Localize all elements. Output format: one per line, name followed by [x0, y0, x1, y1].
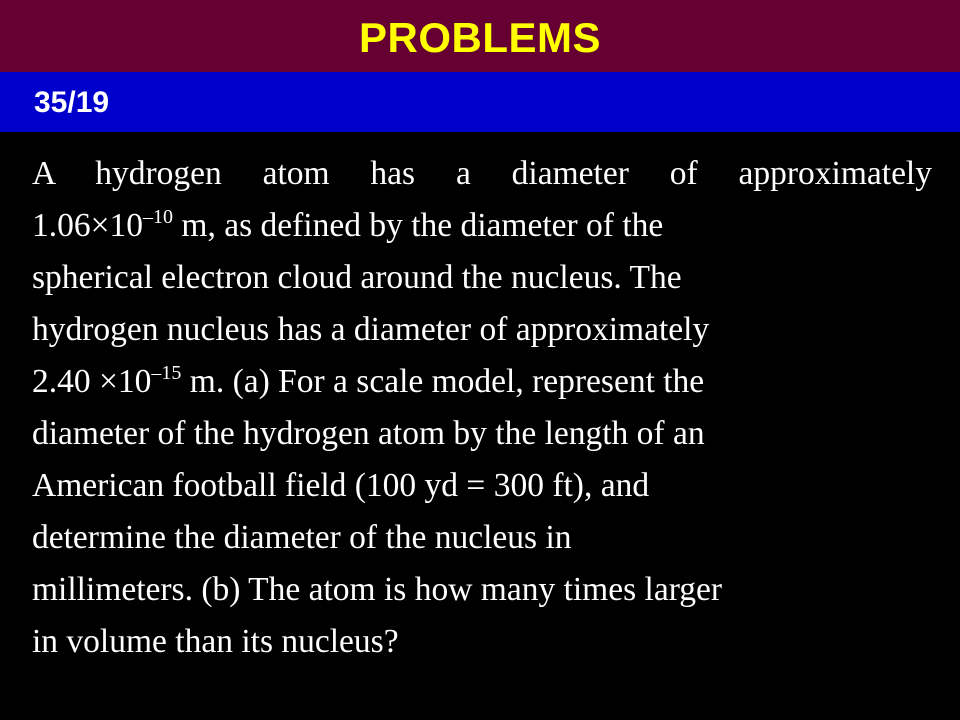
slide-title: PROBLEMS	[358, 14, 601, 61]
problem-line-2-rest: m, as defined by the diameter of the	[173, 207, 664, 244]
problem-line-5	[32, 356, 932, 408]
problem-line-2	[32, 200, 932, 252]
problem-line-5-rest: m. (a) For a scale model, represent the	[181, 363, 705, 400]
problem-line-5-exponent: –15	[151, 362, 182, 384]
problem-number: 35/19	[34, 86, 110, 119]
problem-line-10: in volume than its nucleus?	[32, 623, 399, 660]
problem-line-2-mantissa: 1.06×10	[32, 207, 144, 244]
problem-line-9: millimeters. (b) The atom is how many times larger	[32, 571, 723, 608]
problem-line-8: determine the diameter of the nucleus in	[32, 519, 572, 556]
problem-line-7: American football field (100 yd = 300 ft), and	[32, 467, 650, 504]
problem-line-3: spherical electron cloud around the nucleus. The	[32, 259, 682, 296]
problem-text	[32, 148, 932, 668]
problem-line-5-mantissa: 2.40 ×10	[32, 363, 152, 400]
problem-line-1: A hydrogen atom has a diameter of approximately	[32, 155, 932, 192]
problem-line-4: hydrogen nucleus has a diameter of approximately	[32, 311, 710, 348]
problem-line-6: diameter of the hydrogen atom by the length of an	[32, 415, 705, 452]
title-bar	[0, 0, 960, 72]
problem-number-bar	[0, 72, 960, 132]
problem-line-2-exponent: –10	[143, 206, 174, 228]
